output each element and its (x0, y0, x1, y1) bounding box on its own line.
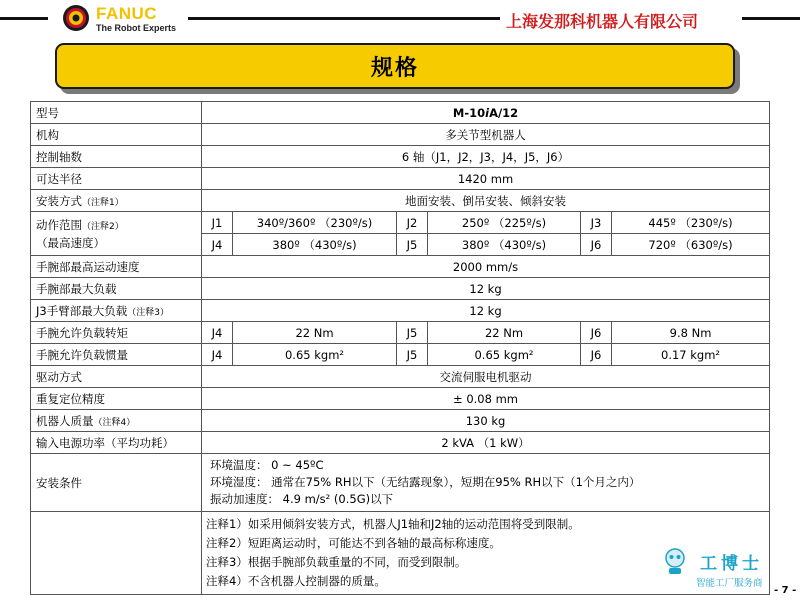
model-value: M-10iA/12 (202, 102, 770, 124)
motion-value-j6: 720º （630º/s) (612, 234, 770, 256)
motion-value-j5: 380º （430º/s) (428, 234, 581, 256)
motion-value-j2: 250º （225º/s) (428, 212, 581, 234)
brand-block (96, 5, 176, 34)
page-title: 规格 (370, 55, 419, 81)
inertia-value-j6: 0.17 kgm² (612, 344, 770, 366)
table-row (31, 168, 770, 190)
j3-payload-label: J3手臂部最大负载（注释3） (31, 300, 202, 322)
install-value: 地面安装、倒吊安装、倾斜安装 (202, 190, 770, 212)
table-row (31, 366, 770, 388)
note-1: 注释1）如采用倾斜安装方式，机器人J1轴和J2轴的运动范围将受到限制。 (206, 517, 580, 531)
axes-label: 控制轴数 (31, 146, 202, 168)
motion-value-j3: 445º （230º/s) (612, 212, 770, 234)
torque-label: 手腕允许负载转矩 (31, 322, 202, 344)
drive-label: 驱动方式 (31, 366, 202, 388)
robot-mascot-icon (661, 547, 689, 575)
motion-value-j1: 340º/360º （230º/s) (233, 212, 397, 234)
company-name: 上海发那科机器人有限公司 (506, 12, 699, 31)
table-row (31, 512, 770, 595)
motion-axis-j2: J2 (397, 212, 428, 234)
table-row (31, 410, 770, 432)
reach-value: 1420 mm (202, 168, 770, 190)
wrist-speed-label: 手腕部最高运动速度 (31, 256, 202, 278)
drive-value: 交流伺服电机驱动 (202, 366, 770, 388)
repeatability-value: ± 0.08 mm (202, 388, 770, 410)
table-row (31, 102, 770, 124)
inertia-axis-j6: J6 (581, 344, 612, 366)
table-row (31, 432, 770, 454)
reach-label: 可达半径 (31, 168, 202, 190)
spec-table (30, 101, 770, 595)
table-row (31, 124, 770, 146)
env-temperature: 环境温度： 0 ~ 45ºC (210, 458, 324, 472)
motion-label: 动作范围（注释2） （最高速度） (31, 212, 202, 256)
notes-blank-cell (31, 512, 202, 595)
header-rule-middle (188, 17, 500, 20)
watermark-brand: 工博士 (700, 554, 763, 574)
wrist-speed-value: 2000 mm/s (202, 256, 770, 278)
motion-axis-j1: J1 (202, 212, 233, 234)
mass-value: 130 kg (202, 410, 770, 432)
env-conditions (202, 454, 770, 512)
table-row (31, 322, 770, 344)
inertia-axis-j4: J4 (202, 344, 233, 366)
model-label: 型号 (31, 102, 202, 124)
torque-value-j4: 22 Nm (233, 322, 397, 344)
torque-axis-j4: J4 (202, 322, 233, 344)
env-label: 安装条件 (31, 454, 202, 512)
install-label: 安装方式（注释1） (31, 190, 202, 212)
inertia-value-j5: 0.65 kgm² (428, 344, 581, 366)
env-humidity: 环境湿度： 通常在75% RH以下（无结露现象），短期在95% RH以下（1个月之内） (210, 475, 641, 489)
mechanism-value: 多关节型机器人 (202, 124, 770, 146)
motion-axis-j6: J6 (581, 234, 612, 256)
header-rule-left (0, 17, 48, 20)
table-row (31, 256, 770, 278)
watermark-subtitle: 智能工厂服务商 (696, 578, 763, 589)
j3-payload-value: 12 kg (202, 300, 770, 322)
brand-tagline: The Robot Experts (96, 23, 177, 33)
table-row (31, 212, 770, 234)
repeatability-label: 重复定位精度 (31, 388, 202, 410)
table-row (31, 344, 770, 366)
table-row (31, 388, 770, 410)
note-4: 注释4）不含机器人控制器的质量。 (206, 574, 386, 588)
page-number: - 7 - (774, 585, 797, 596)
power-label: 输入电源功率（平均功耗） (31, 432, 202, 454)
note-2: 注释2）短距离运动时，可能达不到各轴的最高标称速度。 (206, 536, 501, 550)
note-3: 注释3）根据手腕部负载重量的不同，而受到限制。 (206, 555, 467, 569)
env-vibration: 振动加速度： 4.9 m/s² (0.5G)以下 (210, 492, 394, 506)
axes-value: 6 轴（J1，J2，J3，J4，J5，J6） (202, 146, 770, 168)
wrist-payload-value: 12 kg (202, 278, 770, 300)
title-banner (55, 43, 735, 89)
motion-axis-j5: J5 (397, 234, 428, 256)
torque-value-j6: 9.8 Nm (612, 322, 770, 344)
mechanism-label: 机构 (31, 124, 202, 146)
torque-value-j5: 22 Nm (428, 322, 581, 344)
motion-value-j4: 380º （430º/s) (233, 234, 397, 256)
table-row (31, 300, 770, 322)
table-row (31, 278, 770, 300)
motion-axis-j4: J4 (202, 234, 233, 256)
motion-axis-j3: J3 (581, 212, 612, 234)
mass-label: 机器人质量（注释4） (31, 410, 202, 432)
install-note: （注释1） (82, 197, 124, 208)
inertia-axis-j5: J5 (397, 344, 428, 366)
inertia-value-j4: 0.65 kgm² (233, 344, 397, 366)
inertia-label: 手腕允许负载惯量 (31, 344, 202, 366)
torque-axis-j5: J5 (397, 322, 428, 344)
power-value: 2 kVA （1 kW） (202, 432, 770, 454)
brand-name: FANUC (96, 4, 158, 23)
table-row (31, 146, 770, 168)
fanuc-logo-icon (62, 4, 90, 32)
table-row (31, 190, 770, 212)
torque-axis-j6: J6 (581, 322, 612, 344)
table-row (31, 454, 770, 512)
header-rule-right (742, 17, 800, 20)
wrist-payload-label: 手腕部最大负载 (31, 278, 202, 300)
